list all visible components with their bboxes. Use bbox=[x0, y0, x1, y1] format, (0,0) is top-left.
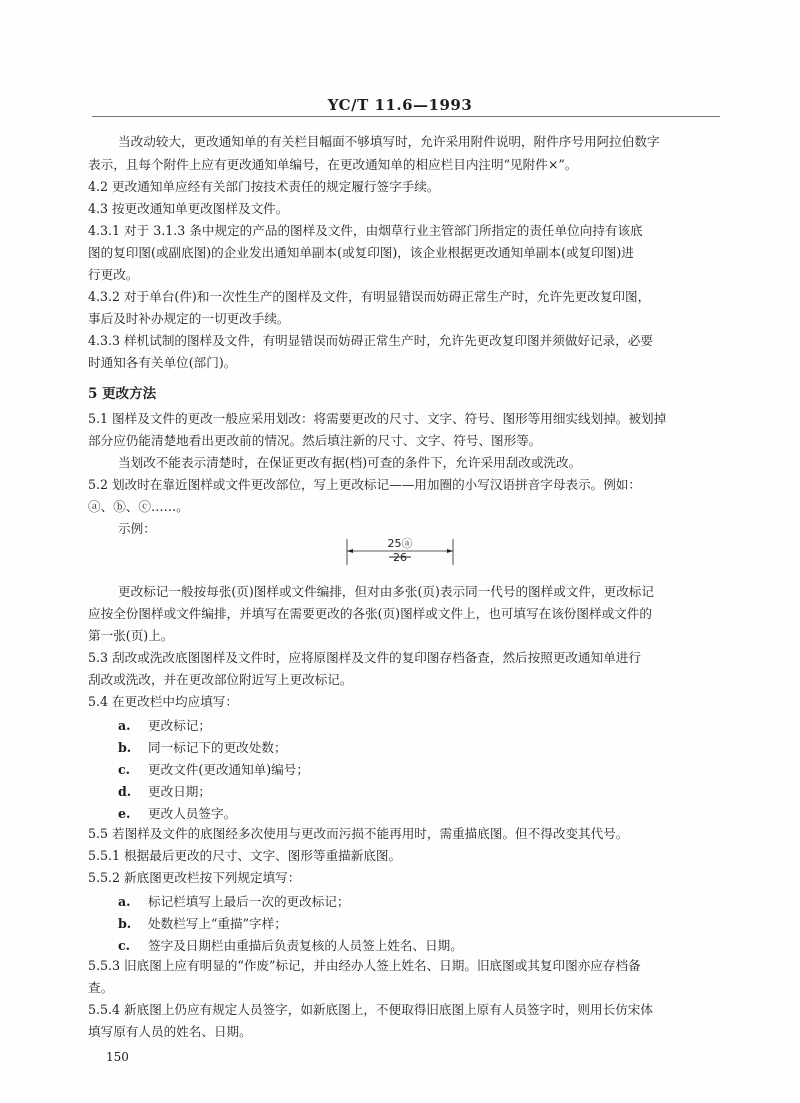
list-item bbox=[118, 913, 287, 932]
list-item-text: 同一标记下的更改处数； bbox=[148, 740, 287, 755]
clause-4-3-1-line1: 4.3.1 对于 3.1.3 条中规定的产品的图样及文件，由烟草行业主管部门所指定的责任单位向持有该底 bbox=[88, 223, 643, 238]
clause-5-1-line2: 部分应仍能清楚地看出更改前的情况。然后填注新的尺寸、文字、符号、图形等。 bbox=[88, 433, 542, 448]
page-number: 150 bbox=[106, 1050, 129, 1064]
clause-5-5-3-line2: 查。 bbox=[88, 980, 114, 995]
list-item bbox=[118, 803, 236, 822]
example-label: 示例： bbox=[118, 521, 156, 536]
list-item-text: 更改文件(更改通知单)编号； bbox=[148, 762, 309, 777]
clause-5-3-line2: 刮改或洗改，并在更改部位附近写上更改标记。 bbox=[88, 672, 353, 687]
clause-4-3-3-line2: 时通知各有关单位(部门)。 bbox=[88, 355, 237, 370]
diagram-arrow-left bbox=[347, 549, 353, 553]
clause-4-3-2-line2: 事后及时补办规定的一切更改手续。 bbox=[88, 311, 290, 326]
list-item-text: 更改日期； bbox=[148, 784, 211, 799]
clause-5-1-line3: 当划改不能表示清楚时，在保证更改有据(档)可查的条件下，允许采用刮改或洗改。 bbox=[118, 455, 582, 470]
clause-4-2: 4.2 更改通知单应经有关部门按技术责任的规定履行签字手续。 bbox=[88, 179, 440, 194]
clause-5-5-3-line1: 5.5.3 旧底图上应有明显的“作废”标记，并由经办人签上姓名、日期。旧底图或其复印图亦应存档备 bbox=[88, 958, 641, 973]
para-attachment-line2: 表示，且每个附件上应有更改通知单编号，在更改通知单的相应栏目内注明“见附件×”。 bbox=[88, 157, 578, 172]
clause-4-3-1-line2: 图的复印图(或副底图)的企业发出通知单副本(或复印图)，该企业根据更改通知单副本(或复印图)进 bbox=[88, 245, 634, 260]
list-item bbox=[118, 935, 463, 954]
clause-5-3-line1: 5.3 刮改或洗改底图图样及文件时，应将原图样及文件的复印图存档备查，然后按照更改通知单进行 bbox=[88, 650, 641, 665]
list-item-mark: c. bbox=[118, 938, 131, 953]
para-attachment-line1: 当改动较大，更改通知单的有关栏目幅面不够填写时，允许采用附件说明，附件序号用阿拉伯数字 bbox=[118, 134, 660, 149]
clause-4-3-1-line3: 行更改。 bbox=[88, 267, 139, 282]
list-item-mark: b. bbox=[118, 740, 132, 755]
clause-5-5: 5.5 若图样及文件的底图经多次使用与更改而污损不能再用时，需重描底图。但不得改变其代号。 bbox=[88, 826, 629, 841]
header-rule bbox=[92, 116, 720, 117]
list-item bbox=[118, 737, 287, 756]
clause-4-3: 4.3 按更改通知单更改图样及文件。 bbox=[88, 201, 289, 216]
clause-5-5-1: 5.5.1 根据最后更改的尺寸、文字、图形等重描新底图。 bbox=[88, 848, 402, 863]
clause-5-2b-line3: 第一张(页)上。 bbox=[88, 628, 174, 643]
diagram-arrow-right bbox=[447, 549, 453, 553]
list-item-mark: c. bbox=[118, 762, 131, 777]
clause-5-2b-line2: 应按全份图样或文件编排，并填写在需要更改的各张(页)图样或文件上，也可填写在该份图样或文件的 bbox=[88, 606, 652, 621]
standard-code-header: YC/T 11.6—1993 bbox=[327, 96, 473, 114]
list-item-text: 处数栏写上“重描”字样； bbox=[148, 916, 287, 931]
list-item-text: 更改标记； bbox=[148, 718, 211, 733]
clause-5-4-title: 5.4 在更改栏中均应填写： bbox=[88, 694, 238, 709]
list-item-text: 签字及日期栏由重描后负责复核的人员签上姓名、日期。 bbox=[148, 938, 463, 953]
diagram-new-value: 25ⓐ bbox=[387, 537, 413, 550]
list-item-mark: e. bbox=[118, 806, 131, 821]
clause-5-2b-line1: 更改标记一般按每张(页)图样或文件编排，但对由多张(页)表示同一代号的图样或文件，更改标记 bbox=[118, 584, 654, 599]
clause-5-5-2-title: 5.5.2 新底图更改栏按下列规定填写： bbox=[88, 870, 301, 885]
list-item-mark: a. bbox=[118, 718, 131, 733]
list-item-mark: a. bbox=[118, 894, 131, 909]
clause-5-5-4-line1: 5.5.4 新底图上仍应有规定人员签字，如新底图上，不便取得旧底图上原有人员签字时，则用长仿宋体 bbox=[88, 1002, 653, 1017]
list-item bbox=[118, 759, 309, 778]
clause-5-1-line1: 5.1 图样及文件的更改一般应采用划改：将需要更改的尺寸、文字、符号、图形等用细实线划掉。被划掉 bbox=[88, 411, 667, 426]
list-item bbox=[118, 891, 350, 910]
clause-4-3-3-line1: 4.3.3 样机试制的图样及文件，有明显错误而妨碍正常生产时，允许先更改复印图并须做好记录，必要 bbox=[88, 333, 653, 348]
clause-5-2-line1: 5.2 划改时在靠近图样或文件更改部位，写上更改标记——用加圈的小写汉语拼音字母表示。例如： bbox=[88, 477, 641, 492]
change-mark-diagram bbox=[345, 533, 455, 573]
list-item-text: 更改人员签字。 bbox=[148, 806, 237, 821]
list-item-mark: d. bbox=[118, 784, 132, 799]
list-item bbox=[118, 715, 211, 734]
section-5-heading: 5 更改方法 bbox=[88, 386, 157, 402]
list-item-mark: b. bbox=[118, 916, 132, 931]
clause-5-2-line2: ⓐ、ⓑ、ⓒ……。 bbox=[88, 499, 189, 514]
list-item-text: 标记栏填写上最后一次的更改标记； bbox=[148, 894, 350, 909]
list-item bbox=[118, 781, 211, 800]
clause-4-3-2-line1: 4.3.2 对于单台(件)和一次性生产的图样及文件，有明显错误而妨碍正常生产时，允许先更改复印图， bbox=[88, 289, 651, 304]
clause-5-5-4-line2: 填写原有人员的姓名、日期。 bbox=[88, 1024, 252, 1039]
diagram-old-value: 26 bbox=[393, 551, 407, 564]
